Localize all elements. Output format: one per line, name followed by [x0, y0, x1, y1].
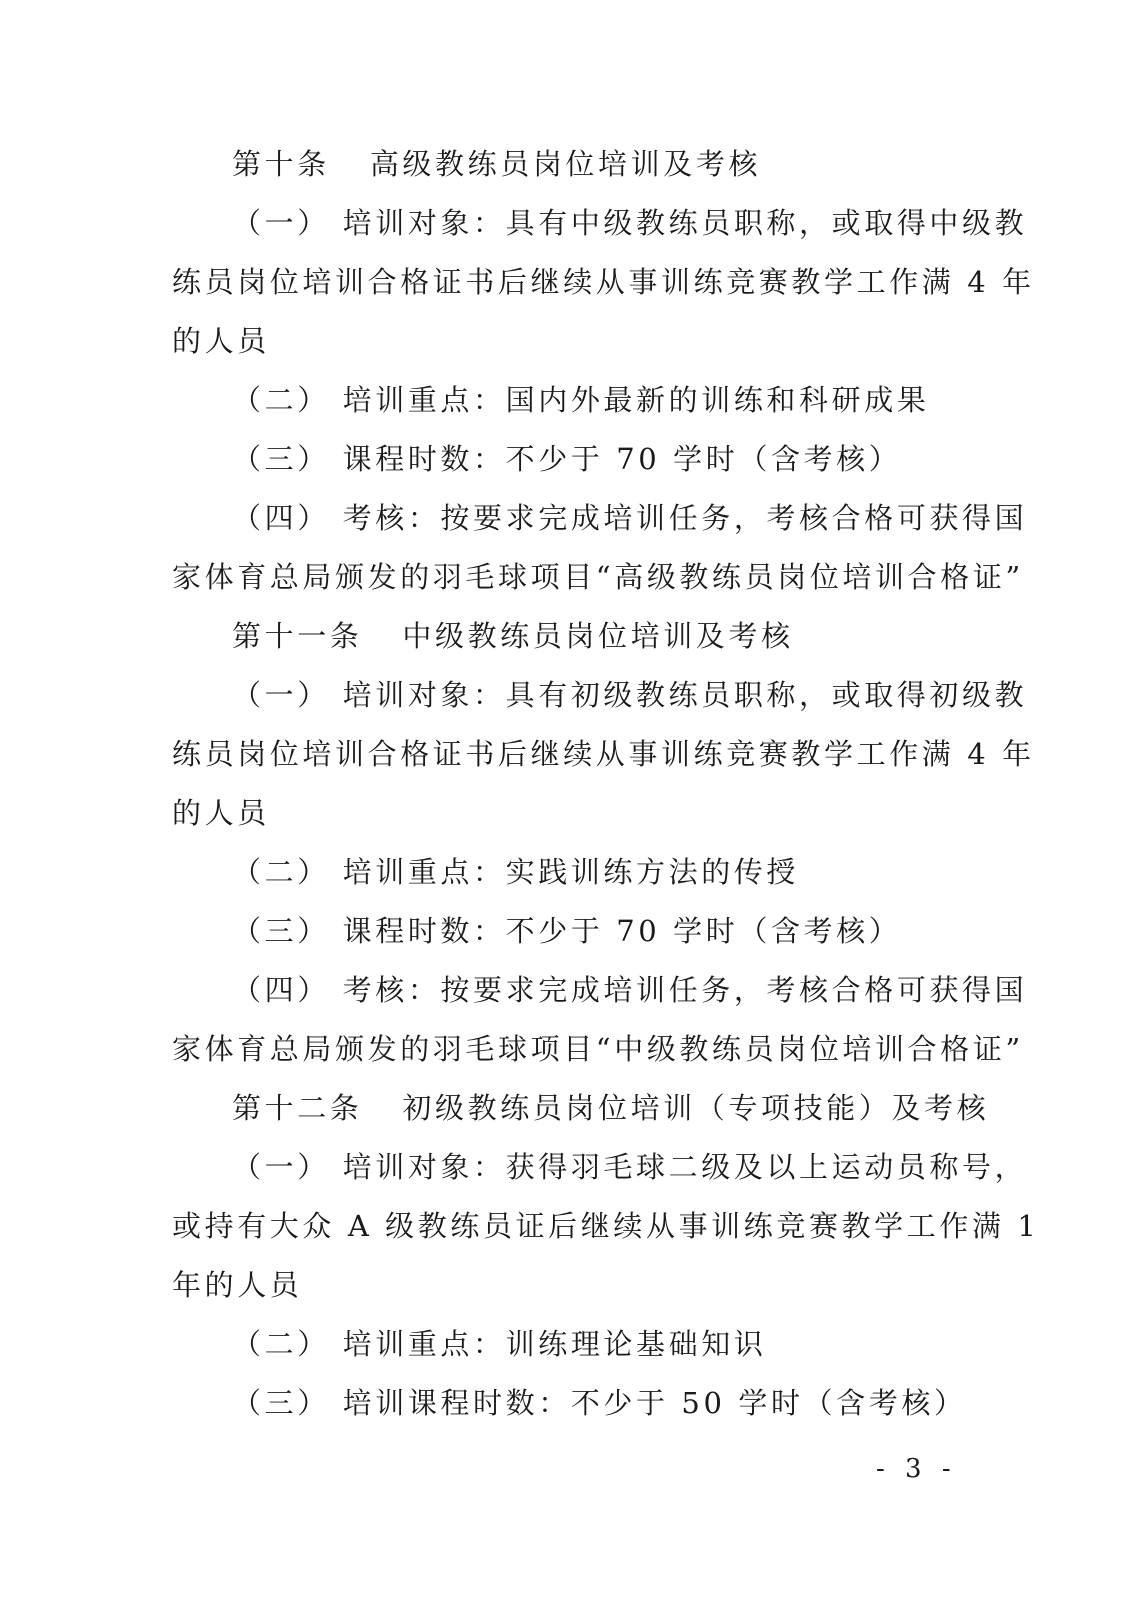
article-11-item-1-line-3: 的人员: [172, 796, 270, 830]
article-12-item-2: （二） 培训重点：训练理论基础知识: [232, 1327, 767, 1361]
article-11-item-3: （三） 课程时数：不少于 70 学时（含考核）: [232, 914, 902, 948]
article-11-item-1-line-2: 练员岗位培训合格证书后继续从事训练竞赛教学工作满 4 年: [172, 737, 1035, 771]
article-10-item-4-line-1: （四） 考核：按要求完成培训任务，考核合格可获得国: [232, 501, 1028, 535]
article-11-heading: [232, 616, 1012, 656]
article-12-item-1-line-1: （一） 培训对象：获得羽毛球二级及以上运动员称号，: [232, 1150, 1028, 1184]
article-11-label: 第十一条: [232, 619, 363, 653]
article-10-item-2: （二） 培训重点：国内外最新的训练和科研成果: [232, 383, 930, 417]
article-11-title: 中级教练员岗位培训及考核: [402, 619, 794, 653]
article-10-item-4-line-2: 家体育总局颁发的羽毛球项目“高级教练员岗位培训合格证”: [172, 560, 1024, 594]
article-10-title: 高级教练员岗位培训及考核: [369, 147, 762, 181]
article-12-item-1-line-2: 或持有大众 A 级教练员证后继续从事训练竞赛教学工作满 1: [172, 1209, 1040, 1243]
article-12-heading: [232, 1088, 1012, 1128]
article-11-item-4-line-2: 家体育总局颁发的羽毛球项目“中级教练员岗位培训合格证”: [172, 1032, 1024, 1066]
article-11-item-1-line-1: （一） 培训对象：具有初级教练员职称，或取得初级教: [232, 678, 1028, 712]
article-10-item-1-line-1: （一） 培训对象：具有中级教练员职称，或取得中级教: [232, 206, 1028, 240]
article-10-item-1-line-2: 练员岗位培训合格证书后继续从事训练竞赛教学工作满 4 年: [172, 265, 1035, 299]
page-number: - 3 -: [876, 1454, 957, 1484]
article-10-item-3: （三） 课程时数：不少于 70 学时（含考核）: [232, 442, 902, 476]
article-12-title: 初级教练员岗位培训（专项技能）及考核: [402, 1091, 990, 1125]
article-11-item-4-line-1: （四） 考核：按要求完成培训任务，考核合格可获得国: [232, 973, 1028, 1007]
article-12-item-3: （三） 培训课程时数：不少于 50 学时（含考核）: [232, 1386, 967, 1420]
article-11-item-2: （二） 培训重点：实践训练方法的传授: [232, 855, 800, 889]
article-10-heading: [232, 144, 1012, 184]
article-10-item-1-line-3: 的人员: [172, 324, 270, 358]
article-12-label: 第十二条: [232, 1091, 363, 1125]
article-12-item-1-line-3: 年的人员: [172, 1268, 303, 1302]
article-10-label: 第十条: [232, 147, 330, 181]
